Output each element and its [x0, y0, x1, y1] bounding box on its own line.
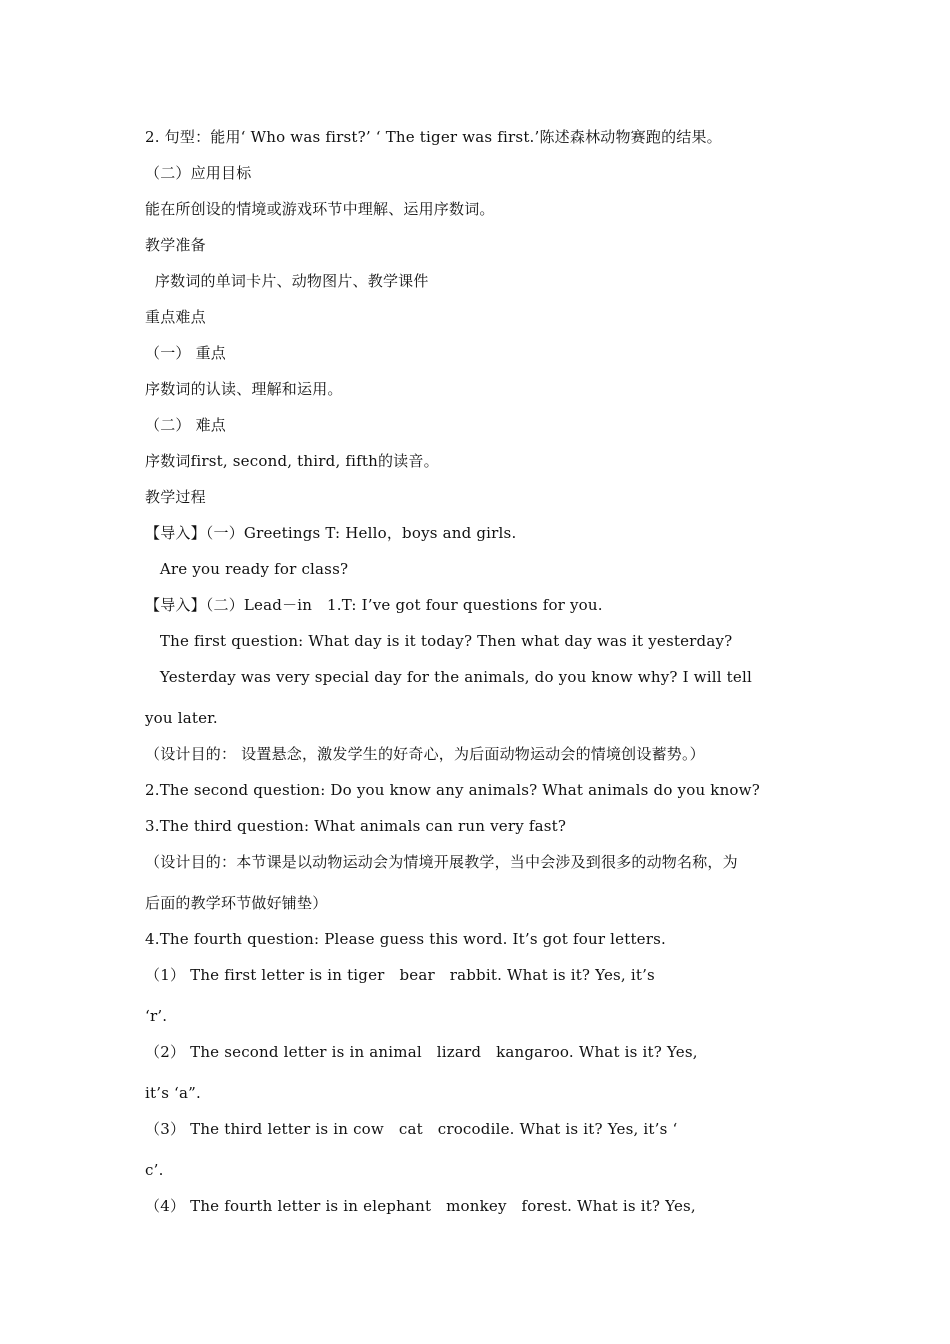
second-question-line: 2.The second question: Do you know any animals? What animals do you know? — [145, 781, 760, 799]
sentence-pattern-line: 2. 句型：能用‘ Who was first?’ ‘ The tiger was first.’陈述森林动物赛跑的结果。 — [145, 128, 722, 146]
key-point-text: 序数词的认读、理解和运用。 — [145, 380, 343, 398]
you-later-line: you later. — [145, 709, 218, 727]
clue-3-line: （3） The third letter is in cow cat crocodile. What is it? Yes, it’s ‘ — [145, 1120, 678, 1138]
clue-1-line: （1） The first letter is in tiger bear rabbit. What is it? Yes, it’s — [145, 966, 655, 984]
application-goal-heading: （二）应用目标 — [145, 164, 252, 182]
clue-2-line: （2） The second letter is in animal lizard kangaroo. What is it? Yes, — [145, 1043, 698, 1061]
yesterday-line: Yesterday was very special day for the animals, do you know why? I will tell — [145, 668, 752, 686]
ready-for-class-line: Are you ready for class? — [145, 560, 349, 578]
third-question-line: 3.The third question: What animals can run very fast? — [145, 817, 567, 835]
difficulty-text: 序数词first, second, third, fifth的读音。 — [145, 452, 439, 470]
teaching-prep-text: 序数词的单词卡片、动物图片、教学课件 — [145, 272, 429, 290]
intro-greetings-line: 【导入】（一）Greetings T: Hello，boys and girls. — [145, 524, 517, 542]
key-points-heading: 重点难点 — [145, 308, 206, 326]
difficulty-subheading: （二） 难点 — [145, 416, 226, 434]
clue-1-answer: ‘r’. — [145, 1007, 168, 1025]
clue-3-answer: c’. — [145, 1161, 164, 1179]
design-purpose-note-1: （设计目的： 设置悬念，激发学生的好奇心，为后面动物运动会的情境创设蓄势。） — [145, 745, 705, 763]
first-question-line: The first question: What day is it today? Then what day was it yesterday? — [145, 632, 733, 650]
clue-2-answer: it’s ‘a”. — [145, 1084, 202, 1102]
design-purpose-note-2-cont: 后面的教学环节做好铺垫） — [145, 894, 328, 912]
teaching-prep-heading: 教学准备 — [145, 236, 206, 254]
fourth-question-line: 4.The fourth question: Please guess this word. It’s got four letters. — [145, 930, 666, 948]
teaching-process-heading: 教学过程 — [145, 488, 206, 506]
clue-4-line: （4） The fourth letter is in elephant monkey forest. What is it? Yes, — [145, 1197, 696, 1215]
key-point-subheading: （一） 重点 — [145, 344, 226, 362]
design-purpose-note-2: （设计目的：本节课是以动物运动会为情境开展教学，当中会涉及到很多的动物名称，为 — [145, 853, 738, 871]
application-goal-text: 能在所创设的情境或游戏环节中理解、运用序数词。 — [145, 200, 495, 218]
intro-lead-in-line: 【导入】（二）Lead－in 1.T: I’ve got four questions for you. — [145, 596, 603, 614]
